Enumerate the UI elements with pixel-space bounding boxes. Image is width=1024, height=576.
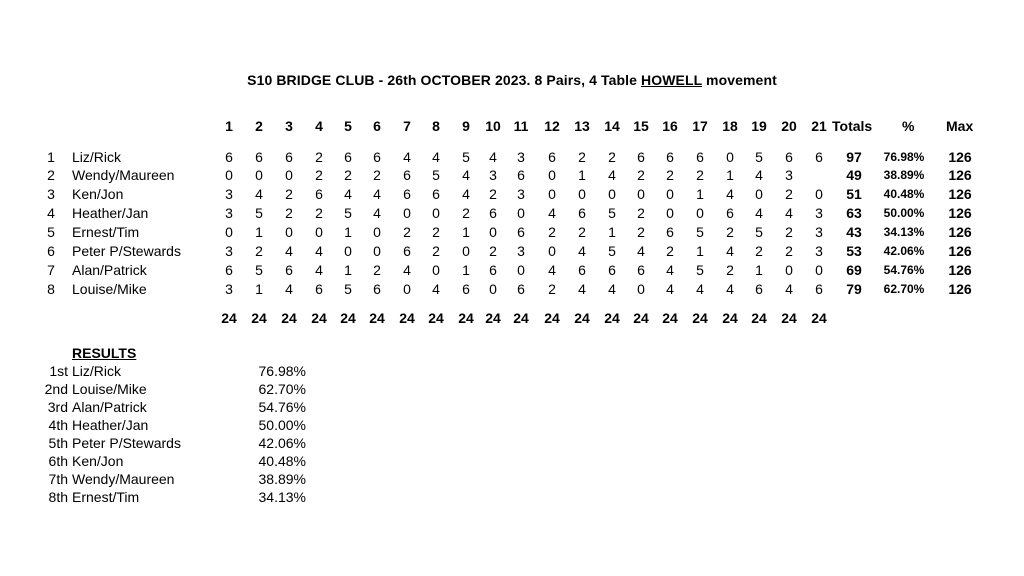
score-cell: 4 [696, 281, 704, 297]
score-cell: 2 [432, 243, 440, 259]
score-cell: 3 [517, 149, 525, 165]
pair-number: 8 [47, 281, 55, 297]
result-name: Alan/Patrick [72, 399, 147, 415]
score-cell: 6 [432, 186, 440, 202]
score-cell: 4 [608, 167, 616, 183]
score-cell: 4 [578, 243, 586, 259]
pair-number: 3 [47, 186, 55, 202]
column-header: 6 [373, 118, 381, 134]
score-cell: 5 [696, 224, 704, 240]
score-cell: 0 [225, 167, 233, 183]
score-cell: 1 [578, 167, 586, 183]
score-cell: 5 [462, 149, 470, 165]
score-cell: 0 [432, 262, 440, 278]
score-cell: 2 [726, 262, 734, 278]
score-cell: 0 [344, 243, 352, 259]
score-cell: 3 [815, 243, 823, 259]
score-cell: 4 [315, 243, 323, 259]
score-cell: 6 [696, 149, 704, 165]
pct-header: % [902, 118, 915, 134]
score-cell: 3 [489, 167, 497, 183]
score-cell: 1 [462, 224, 470, 240]
score-cell: 4 [432, 281, 440, 297]
score-cell: 6 [373, 149, 381, 165]
score-cell: 6 [403, 243, 411, 259]
score-cell: 0 [608, 186, 616, 202]
column-total: 24 [251, 310, 267, 326]
score-cell: 0 [225, 224, 233, 240]
pair-percent: 40.48% [883, 187, 925, 201]
score-cell: 4 [548, 205, 556, 221]
title-suffix: movement [702, 72, 777, 88]
score-cell: 2 [578, 149, 586, 165]
score-cell: 6 [755, 281, 763, 297]
column-header: 3 [285, 118, 293, 134]
score-cell: 2 [637, 205, 645, 221]
score-cell: 2 [785, 186, 793, 202]
column-total: 24 [485, 310, 501, 326]
pair-name: Wendy/Maureen [72, 167, 175, 183]
score-cell: 4 [666, 262, 674, 278]
score-cell: 6 [578, 205, 586, 221]
score-cell: 2 [666, 167, 674, 183]
pair-total: 49 [846, 167, 862, 183]
score-cell: 4 [755, 167, 763, 183]
pair-name: Liz/Rick [72, 149, 122, 165]
pair-total: 43 [846, 224, 862, 240]
score-cell: 1 [696, 186, 704, 202]
column-header: 20 [781, 118, 797, 134]
pair-number: 6 [47, 243, 55, 259]
result-name: Peter P/Stewards [72, 435, 181, 451]
column-total: 24 [574, 310, 590, 326]
score-cell: 0 [637, 281, 645, 297]
score-cell: 5 [755, 149, 763, 165]
score-cell: 1 [344, 262, 352, 278]
score-cell: 2 [489, 243, 497, 259]
score-cell: 3 [785, 167, 793, 183]
column-header: 13 [574, 118, 590, 134]
score-cell: 6 [373, 281, 381, 297]
title-text: S10 BRIDGE CLUB - 26th OCTOBER 2023. 8 Pairs, 4 Table [247, 72, 642, 88]
column-total: 24 [692, 310, 708, 326]
column-header: 1 [225, 118, 233, 134]
score-cell: 4 [785, 205, 793, 221]
score-cell: 6 [225, 262, 233, 278]
score-cell: 4 [344, 186, 352, 202]
pair-percent: 62.70% [883, 282, 925, 296]
score-cell: 2 [489, 186, 497, 202]
score-cell: 4 [637, 243, 645, 259]
column-total: 24 [544, 310, 560, 326]
score-cell: 1 [608, 224, 616, 240]
pair-total: 69 [846, 262, 862, 278]
pair-number: 5 [47, 224, 55, 240]
score-cell: 6 [815, 281, 823, 297]
score-cell: 4 [548, 262, 556, 278]
score-cell: 6 [578, 262, 586, 278]
result-name: Liz/Rick [72, 363, 122, 379]
column-header: 10 [485, 118, 501, 134]
score-cell: 5 [755, 224, 763, 240]
result-name: Wendy/Maureen [72, 471, 175, 487]
score-cell: 0 [666, 186, 674, 202]
score-cell: 5 [255, 262, 263, 278]
score-cell: 4 [403, 262, 411, 278]
score-cell: 0 [403, 281, 411, 297]
column-total: 24 [811, 310, 827, 326]
score-cell: 2 [373, 167, 381, 183]
pair-name: Ken/Jon [72, 186, 124, 202]
score-cell: 4 [578, 281, 586, 297]
column-header: 17 [692, 118, 708, 134]
score-cell: 0 [285, 167, 293, 183]
score-cell: 5 [608, 243, 616, 259]
column-total: 24 [781, 310, 797, 326]
score-cell: 4 [403, 149, 411, 165]
pair-percent: 42.06% [883, 244, 925, 258]
pair-name: Alan/Patrick [72, 262, 147, 278]
score-cell: 4 [608, 281, 616, 297]
result-rank: 3rd [47, 399, 68, 415]
pair-max: 126 [948, 281, 972, 297]
score-cell: 0 [696, 205, 704, 221]
score-cell: 4 [285, 281, 293, 297]
score-cell: 6 [517, 167, 525, 183]
column-header: 12 [544, 118, 560, 134]
score-cell: 0 [815, 186, 823, 202]
score-cell: 3 [225, 243, 233, 259]
pair-name: Louise/Mike [72, 281, 147, 297]
score-cell: 6 [637, 149, 645, 165]
pair-total: 63 [846, 205, 862, 221]
column-header: 14 [604, 118, 620, 134]
score-cell: 3 [225, 281, 233, 297]
pair-total: 79 [846, 281, 862, 297]
pair-number: 7 [47, 262, 55, 278]
score-cell: 6 [489, 262, 497, 278]
column-total: 24 [399, 310, 415, 326]
score-cell: 4 [666, 281, 674, 297]
column-total: 24 [311, 310, 327, 326]
score-cell: 2 [696, 167, 704, 183]
score-cell: 4 [432, 149, 440, 165]
score-cell: 4 [726, 243, 734, 259]
score-cell: 1 [462, 262, 470, 278]
score-cell: 2 [462, 205, 470, 221]
result-percent: 42.06% [258, 435, 306, 451]
pair-name: Ernest/Tim [72, 224, 140, 240]
score-cell: 2 [785, 243, 793, 259]
column-total: 24 [662, 310, 678, 326]
score-cell: 0 [403, 205, 411, 221]
pair-max: 126 [948, 186, 972, 202]
score-cell: 0 [785, 262, 793, 278]
score-cell: 4 [726, 186, 734, 202]
score-cell: 3 [517, 186, 525, 202]
score-cell: 0 [548, 243, 556, 259]
score-cell: 0 [517, 205, 525, 221]
score-cell: 2 [548, 281, 556, 297]
score-cell: 4 [755, 205, 763, 221]
column-header: 9 [462, 118, 470, 134]
score-cell: 0 [315, 224, 323, 240]
score-cell: 2 [637, 167, 645, 183]
score-cell: 0 [517, 262, 525, 278]
score-cell: 1 [344, 224, 352, 240]
score-cell: 0 [548, 167, 556, 183]
column-header: 2 [255, 118, 263, 134]
result-rank: 5th [48, 435, 68, 451]
column-total: 24 [458, 310, 474, 326]
column-total: 24 [281, 310, 297, 326]
score-cell: 3 [225, 186, 233, 202]
score-cell: 3 [815, 205, 823, 221]
score-cell: 5 [344, 205, 352, 221]
score-cell: 6 [815, 149, 823, 165]
score-cell: 6 [344, 149, 352, 165]
pair-max: 126 [948, 167, 972, 183]
result-rank: 4th [48, 417, 68, 433]
score-cell: 0 [666, 205, 674, 221]
score-cell: 6 [403, 167, 411, 183]
score-cell: 6 [785, 149, 793, 165]
pair-percent: 34.13% [883, 225, 925, 239]
score-cell: 3 [225, 205, 233, 221]
score-cell: 6 [608, 262, 616, 278]
column-header: 4 [315, 118, 323, 134]
score-cell: 6 [285, 262, 293, 278]
score-cell: 4 [462, 186, 470, 202]
score-cell: 1 [255, 224, 263, 240]
results-heading: RESULTS [72, 345, 137, 361]
column-total: 24 [604, 310, 620, 326]
pair-max: 126 [948, 205, 972, 221]
score-cell: 4 [315, 262, 323, 278]
score-cell: 2 [432, 224, 440, 240]
score-cell: 0 [285, 224, 293, 240]
score-cell: 6 [285, 149, 293, 165]
pair-total: 53 [846, 243, 862, 259]
pair-max: 126 [948, 224, 972, 240]
max-header: Max [946, 118, 974, 134]
result-name: Ken/Jon [72, 453, 124, 469]
score-cell: 1 [755, 262, 763, 278]
column-header: 21 [811, 118, 827, 134]
result-name: Ernest/Tim [72, 489, 140, 505]
result-percent: 62.70% [258, 381, 306, 397]
page-title [0, 72, 1024, 88]
result-name: Louise/Mike [72, 381, 147, 397]
column-header: 18 [722, 118, 738, 134]
score-cell: 2 [315, 149, 323, 165]
score-cell: 2 [755, 243, 763, 259]
score-cell: 0 [432, 205, 440, 221]
score-cell: 1 [726, 167, 734, 183]
result-name: Heather/Jan [72, 417, 149, 433]
score-cell: 6 [517, 224, 525, 240]
score-cell: 4 [726, 281, 734, 297]
score-cell: 6 [489, 205, 497, 221]
totals-header: Totals [832, 118, 873, 134]
pair-max: 126 [948, 262, 972, 278]
column-header: 7 [403, 118, 411, 134]
result-rank: 2nd [44, 381, 68, 397]
score-cell: 6 [517, 281, 525, 297]
score-cell: 0 [578, 186, 586, 202]
result-percent: 38.89% [258, 471, 306, 487]
score-cell: 3 [517, 243, 525, 259]
score-cell: 5 [344, 281, 352, 297]
score-cell: 0 [462, 243, 470, 259]
column-header: 15 [633, 118, 649, 134]
score-cell: 2 [578, 224, 586, 240]
score-cell: 6 [315, 186, 323, 202]
score-cell: 6 [548, 149, 556, 165]
score-cell: 0 [255, 167, 263, 183]
column-header: 8 [432, 118, 440, 134]
score-cell: 0 [548, 186, 556, 202]
score-cell: 6 [666, 224, 674, 240]
result-rank: 6th [48, 453, 68, 469]
pair-name: Heather/Jan [72, 205, 149, 221]
score-cell: 5 [696, 262, 704, 278]
score-cell: 5 [432, 167, 440, 183]
column-total: 24 [221, 310, 237, 326]
column-total: 24 [751, 310, 767, 326]
score-cell: 2 [285, 186, 293, 202]
score-cell: 4 [373, 186, 381, 202]
pair-total: 51 [846, 186, 862, 202]
column-total: 24 [513, 310, 529, 326]
result-percent: 40.48% [258, 453, 306, 469]
score-cell: 0 [373, 224, 381, 240]
column-header: 11 [513, 118, 529, 134]
pair-max: 126 [948, 149, 972, 165]
score-cell: 0 [373, 243, 381, 259]
score-cell: 2 [608, 149, 616, 165]
result-percent: 34.13% [258, 489, 306, 505]
pair-percent: 50.00% [883, 206, 925, 220]
score-cell: 2 [637, 224, 645, 240]
column-header: 19 [751, 118, 767, 134]
column-total: 24 [722, 310, 738, 326]
score-cell: 0 [726, 149, 734, 165]
result-percent: 54.76% [258, 399, 306, 415]
score-cell: 6 [403, 186, 411, 202]
pair-percent: 38.89% [883, 168, 925, 182]
score-cell: 6 [315, 281, 323, 297]
score-cell: 0 [489, 224, 497, 240]
title-underlined: HOWELL [641, 72, 703, 88]
result-rank: 7th [48, 471, 68, 487]
score-cell: 4 [285, 243, 293, 259]
pair-max: 126 [948, 243, 972, 259]
score-cell: 2 [285, 205, 293, 221]
score-cell: 6 [726, 205, 734, 221]
score-cell: 5 [608, 205, 616, 221]
score-cell: 2 [255, 243, 263, 259]
column-header: 5 [344, 118, 352, 134]
pair-name: Peter P/Stewards [72, 243, 181, 259]
score-cell: 2 [785, 224, 793, 240]
score-cell: 2 [548, 224, 556, 240]
score-cell: 6 [255, 149, 263, 165]
score-cell: 2 [315, 205, 323, 221]
score-cell: 4 [462, 167, 470, 183]
column-header: 16 [662, 118, 678, 134]
score-cell: 0 [489, 281, 497, 297]
column-total: 24 [428, 310, 444, 326]
score-cell: 4 [489, 149, 497, 165]
result-rank: 8th [48, 489, 68, 505]
score-cell: 5 [255, 205, 263, 221]
column-total: 24 [369, 310, 385, 326]
score-cell: 6 [462, 281, 470, 297]
score-cell: 1 [696, 243, 704, 259]
score-cell: 2 [373, 262, 381, 278]
score-cell: 1 [255, 281, 263, 297]
pair-number: 2 [47, 167, 55, 183]
score-cell: 2 [726, 224, 734, 240]
result-percent: 50.00% [258, 417, 306, 433]
score-cell: 0 [637, 186, 645, 202]
score-cell: 4 [785, 281, 793, 297]
score-cell: 6 [637, 262, 645, 278]
score-cell: 4 [255, 186, 263, 202]
column-total: 24 [340, 310, 356, 326]
result-percent: 76.98% [258, 363, 306, 379]
score-cell: 4 [373, 205, 381, 221]
score-cell: 6 [666, 149, 674, 165]
pair-number: 4 [47, 205, 55, 221]
column-total: 24 [633, 310, 649, 326]
pair-percent: 54.76% [883, 263, 925, 277]
pair-number: 1 [47, 149, 55, 165]
score-cell: 0 [815, 262, 823, 278]
result-rank: 1st [49, 363, 68, 379]
score-cell: 0 [755, 186, 763, 202]
score-cell: 2 [403, 224, 411, 240]
score-cell: 2 [666, 243, 674, 259]
score-cell: 2 [315, 167, 323, 183]
score-cell: 2 [344, 167, 352, 183]
score-cell: 3 [815, 224, 823, 240]
score-cell: 6 [225, 149, 233, 165]
pair-percent: 76.98% [883, 150, 925, 164]
pair-total: 97 [846, 149, 862, 165]
